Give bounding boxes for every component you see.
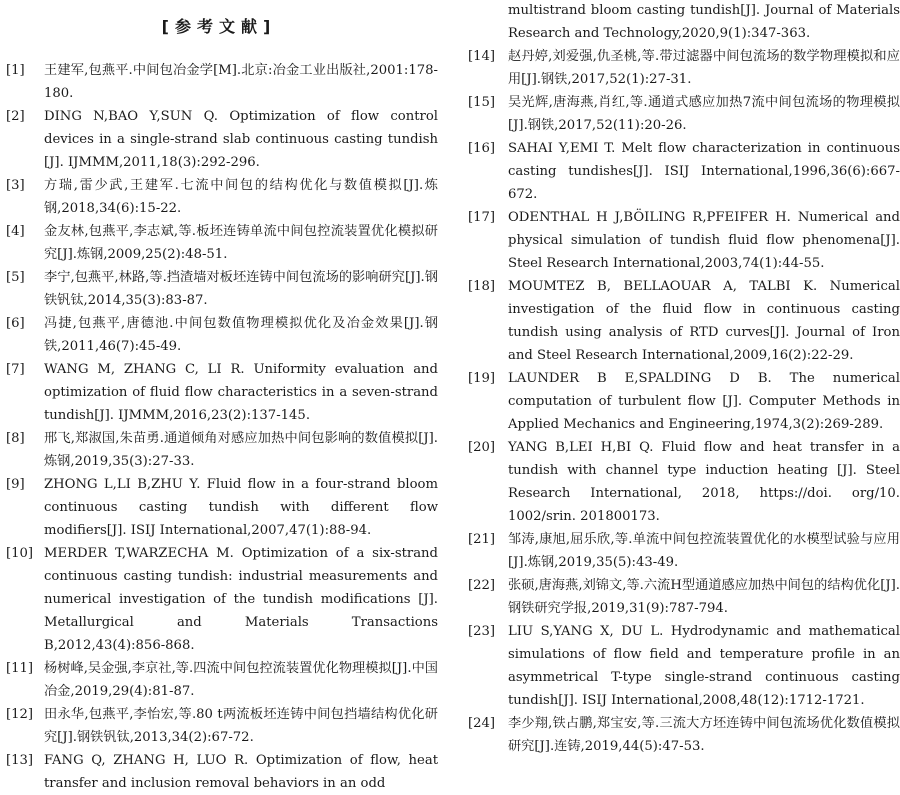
reference-text: 邹涛,康旭,屈乐欣,等.单流中间包控流装置优化的水模型试验与应用[J].炼钢,2019,35(5):43-49. [508, 532, 900, 570]
reference-number: [19] [468, 371, 496, 386]
reference-number: [9] [6, 477, 25, 492]
reference-text: ODENTHAL H J,BÖILING R,PFEIFER H. Numerical and physical simulation of tundish fluid flow phenomena[J]. Steel Research International,2003,74(1):44-55. [508, 210, 900, 271]
reference-text: FANG Q, ZHANG H, LUO R. Optimization of flow, heat transfer and inclusion removal behaviors in an odd [44, 753, 438, 791]
reference-number: [22] [468, 578, 496, 593]
reference-item [0, 703, 438, 749]
references-heading: [参考文献] [161, 17, 277, 36]
reference-text: 冯捷,包燕平,唐德池.中间包数值物理模拟优化及冶金效果[J].钢铁,2011,46(7):45-49. [44, 316, 438, 354]
reference-number: [20] [468, 440, 496, 455]
reference-item [468, 0, 900, 45]
right-reference-list [468, 0, 900, 758]
reference-text: 赵丹婷,刘爱强,仇圣桃,等.带过滤器中间包流场的数学物理模拟和应用[J].钢铁,2017,52(1):27-31. [508, 49, 900, 87]
reference-item [468, 275, 900, 367]
reference-number: [18] [468, 279, 496, 294]
reference-item [468, 620, 900, 712]
reference-item [0, 312, 438, 358]
reference-item [468, 528, 900, 574]
reference-item [0, 358, 438, 427]
reference-number: [6] [6, 316, 25, 331]
reference-text: MERDER T,WARZECHA M. Optimization of a six-strand continuous casting tundish: industrial measurements and numerical investigation of the tundish modifications [J]. Metallurgical and Materials Transactions B,2012,43(4):856-868. [44, 546, 438, 653]
reference-item [0, 473, 438, 542]
reference-number: [21] [468, 532, 496, 547]
reference-text: ZHONG L,LI B,ZHU Y. Fluid flow in a four-strand bloom continuous casting tundish with different flow modifiers[J]. ISIJ International,2007,47(1):88-94. [44, 477, 438, 538]
reference-text: 田永华,包燕平,李怡宏,等.80 t两流板坯连铸中间包挡墙结构优化研究[J].钢铁钒钛,2013,34(2):67-72. [44, 707, 438, 745]
reference-text: MOUMTEZ B, BELLAOUAR A, TALBI K. Numerical investigation of the fluid flow in continuous casting tundish using analysis of RTD curves[J]. Journal of Iron and Steel Research International,2009,16(2):22-29. [508, 279, 900, 363]
reference-item [0, 749, 438, 795]
reference-item [0, 266, 438, 312]
reference-number: [14] [468, 49, 496, 64]
reference-text: multistrand bloom casting tundish[J]. Journal of Materials Research and Technology,2020,9(1):347-363. [508, 3, 900, 41]
reference-item [0, 657, 438, 703]
reference-item [0, 220, 438, 266]
reference-item [468, 367, 900, 436]
reference-item [468, 91, 900, 137]
reference-item [0, 59, 438, 105]
reference-number: [4] [6, 224, 25, 239]
reference-number: [2] [6, 109, 25, 124]
reference-text: LIU S,YANG X, DU L. Hydrodynamic and mathematical simulations of flow field and temperature profile in an asymmetrical T-type single-strand continuous casting tundish[J]. ISIJ International,2008,48(12):1712-1721. [508, 624, 900, 708]
reference-number: [11] [6, 661, 34, 676]
left-reference-list [0, 59, 438, 795]
reference-text: 李宁,包燕平,林路,等.挡渣墙对板坯连铸中间包流场的影响研究[J].钢铁钒钛,2014,35(3):83-87. [44, 270, 438, 308]
reference-number: [7] [6, 362, 25, 377]
reference-item [468, 137, 900, 206]
reference-text: 李少翔,铁占鹏,郑宝安,等.三流大方坯连铸中间包流场优化数值模拟研究[J].连铸,2019,44(5):47-53. [508, 716, 900, 754]
reference-number: [1] [6, 63, 25, 78]
reference-text: 邢飞,郑淑国,朱苗勇.通道倾角对感应加热中间包影响的数值模拟[J].炼钢,2019,35(3):27-33. [44, 431, 438, 469]
reference-text: 王建军,包燕平.中间包冶金学[M].北京:冶金工业出版社,2001:178-180. [44, 63, 438, 101]
reference-number: [24] [468, 716, 496, 731]
reference-text: 吴光辉,唐海燕,肖红,等.通道式感应加热7流中间包流场的物理模拟[J].钢铁,2017,52(11):20-26. [508, 95, 900, 133]
reference-number: [5] [6, 270, 25, 285]
reference-text: 张硕,唐海燕,刘锦文,等.六流H型通道感应加热中间包的结构优化[J].钢铁研究学报,2019,31(9):787-794. [508, 578, 900, 616]
reference-number: [12] [6, 707, 34, 722]
reference-text: DING N,BAO Y,SUN Q. Optimization of flow control devices in a single-strand slab continuous casting tundish [J]. IJMMM,2011,18(3):292-296. [44, 109, 438, 170]
reference-number: [15] [468, 95, 496, 110]
reference-item [0, 542, 438, 657]
reference-text: 方瑞,雷少武,王建军.七流中间包的结构优化与数值模拟[J].炼钢,2018,34(6):15-22. [44, 178, 438, 216]
reference-item [468, 206, 900, 275]
reference-number: [13] [6, 753, 34, 768]
reference-number: [17] [468, 210, 496, 225]
reference-item [468, 574, 900, 620]
reference-number: [16] [468, 141, 496, 156]
reference-number [468, 0, 508, 45]
reference-number: [8] [6, 431, 25, 446]
reference-item [468, 712, 900, 758]
reference-number: [23] [468, 624, 496, 639]
reference-item [0, 427, 438, 473]
reference-item [0, 174, 438, 220]
reference-text: SAHAI Y,EMI T. Melt flow characterization in continuous casting tundishes[J]. ISIJ International,1996,36(6):667-672. [508, 141, 900, 202]
reference-text: 金友林,包燕平,李志斌,等.板坯连铸单流中间包控流装置优化模拟研究[J].炼钢,2009,25(2):48-51. [44, 224, 438, 262]
reference-text: LAUNDER B E,SPALDING D B. The numerical computation of turbulent flow [J]. Computer Methods in Applied Mechanics and Engineering,1974,3(2):269-289. [508, 371, 900, 432]
reference-number: [10] [6, 546, 34, 561]
reference-text: WANG M, ZHANG C, LI R. Uniformity evaluation and optimization of fluid flow characteristics in a seven-strand tundish[J]. IJMMM,2016,23(2):137-145. [44, 362, 438, 423]
reference-text: 杨树峰,吴金强,李京社,等.四流中间包控流装置优化物理模拟[J].中国冶金,2019,29(4):81-87. [44, 661, 438, 699]
reference-number: [3] [6, 178, 25, 193]
reference-item [0, 105, 438, 174]
reference-item [468, 436, 900, 528]
reference-text: YANG B,LEI H,BI Q. Fluid flow and heat transfer in a tundish with channel type induction heating [J]. Steel Research International, 2018, https://doi. org/10. 1002/srin. 201800173. [508, 440, 900, 524]
reference-item [468, 45, 900, 91]
